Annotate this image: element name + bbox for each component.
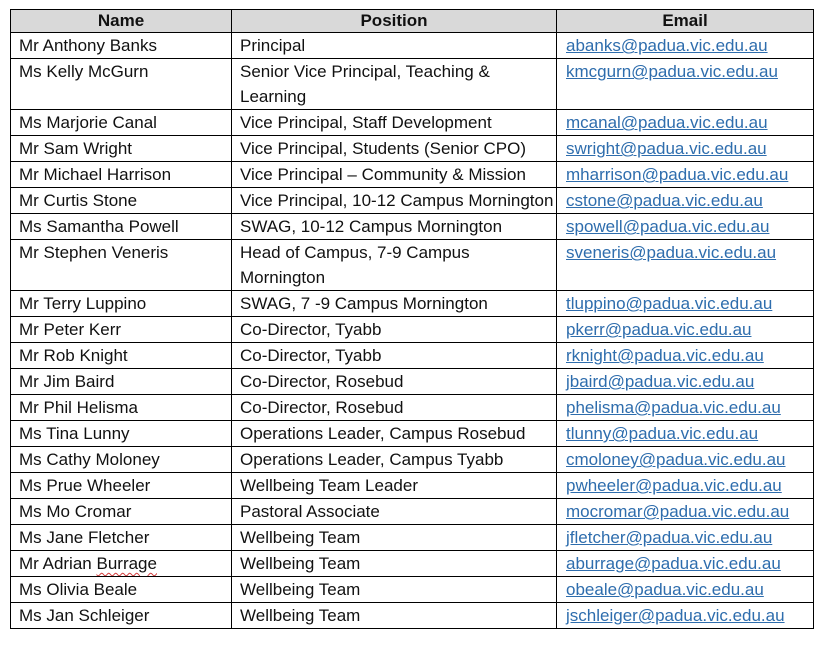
cell-email [557,421,814,447]
cell-position: SWAG, 10-12 Campus Mornington [232,214,557,240]
table-row [11,473,814,499]
cell-email [557,188,814,214]
table-row [11,395,814,421]
cell-name [11,136,232,162]
cell-email [557,110,814,136]
staff-name: Ms Cathy Moloney [19,450,160,469]
email-link[interactable]: jschleiger@padua.vic.edu.au [566,606,785,625]
table-row [11,447,814,473]
staff-name: Mr Sam Wright [19,139,133,158]
cell-position: Vice Principal, 10-12 Campus Mornington [232,188,557,214]
cell-position: Wellbeing Team Leader [232,473,557,499]
staff-name: Mr Rob Knight [19,346,128,365]
cell-email [557,214,814,240]
email-link[interactable]: jfletcher@padua.vic.edu.au [566,528,773,547]
table-row [11,603,814,629]
table-row [11,421,814,447]
cell-name [11,525,232,551]
staff-name: Mr Phil Helisma [19,398,139,417]
cell-position: Head of Campus, 7-9 Campus Mornington [232,240,557,291]
email-link[interactable]: pkerr@padua.vic.edu.au [566,320,752,339]
staff-name: Mr Adrian Burrage [19,554,157,573]
cell-email [557,240,814,291]
header-email: Email [557,10,814,33]
spellcheck-underline: Burrage [96,554,157,573]
email-link[interactable]: kmcgurn@padua.vic.edu.au [566,62,778,81]
cell-email [557,343,814,369]
cell-position: Pastoral Associate [232,499,557,525]
cell-name [11,162,232,188]
email-link[interactable]: mocromar@padua.vic.edu.au [566,502,790,521]
cell-name [11,577,232,603]
cell-email [557,59,814,110]
cell-email [557,317,814,343]
cell-name [11,240,232,291]
staff-name: Ms Kelly McGurn [19,62,149,81]
cell-name [11,499,232,525]
table-row [11,162,814,188]
cell-position: Vice Principal – Community & Mission [232,162,557,188]
cell-email [557,369,814,395]
staff-name: Ms Jane Fletcher [19,528,150,547]
table-row [11,317,814,343]
table-row [11,551,814,577]
staff-table [10,9,814,629]
cell-email [557,525,814,551]
staff-name: Ms Mo Cromar [19,502,132,521]
email-link[interactable]: mharrison@padua.vic.edu.au [566,165,789,184]
email-link[interactable]: rknight@padua.vic.edu.au [566,346,764,365]
email-link[interactable]: mcanal@padua.vic.edu.au [566,113,768,132]
table-body [11,33,814,629]
cell-email [557,551,814,577]
staff-name: Mr Stephen Veneris [19,243,169,262]
email-link[interactable]: aburrage@padua.vic.edu.au [566,554,781,573]
cell-name [11,33,232,59]
cell-email [557,162,814,188]
staff-name: Mr Michael Harrison [19,165,172,184]
cell-email [557,291,814,317]
cell-name [11,603,232,629]
cell-position: Wellbeing Team [232,577,557,603]
table-row [11,577,814,603]
table-row [11,499,814,525]
header-position: Position [232,10,557,33]
cell-position: Vice Principal, Staff Development [232,110,557,136]
cell-name [11,369,232,395]
cell-position: Operations Leader, Campus Rosebud [232,421,557,447]
cell-name [11,317,232,343]
table-row [11,59,814,110]
cell-position: Wellbeing Team [232,525,557,551]
table-row [11,525,814,551]
email-link[interactable]: cmoloney@padua.vic.edu.au [566,450,786,469]
cell-name [11,343,232,369]
cell-email [557,447,814,473]
cell-position: SWAG, 7 -9 Campus Mornington [232,291,557,317]
cell-position: Senior Vice Principal, Teaching & Learning [232,59,557,110]
cell-name [11,188,232,214]
table-row [11,136,814,162]
cell-position: Vice Principal, Students (Senior CPO) [232,136,557,162]
cell-name [11,447,232,473]
staff-name: Ms Olivia Beale [19,580,138,599]
email-link[interactable]: obeale@padua.vic.edu.au [566,580,764,599]
table-row [11,240,814,291]
cell-name [11,214,232,240]
email-link[interactable]: cstone@padua.vic.edu.au [566,191,763,210]
email-link[interactable]: sveneris@padua.vic.edu.au [566,243,777,262]
staff-name: Ms Prue Wheeler [19,476,151,495]
table-row [11,291,814,317]
table-row [11,188,814,214]
cell-email [557,499,814,525]
staff-name: Mr Curtis Stone [19,191,138,210]
email-link[interactable]: swright@padua.vic.edu.au [566,139,767,158]
cell-email [557,136,814,162]
table-row [11,110,814,136]
staff-name: Mr Jim Baird [19,372,115,391]
cell-name [11,59,232,110]
staff-name: Ms Jan Schleiger [19,606,150,625]
email-link[interactable]: jbaird@padua.vic.edu.au [566,372,755,391]
cell-name [11,421,232,447]
cell-position: Wellbeing Team [232,551,557,577]
cell-position: Co-Director, Tyabb [232,343,557,369]
staff-name: Ms Samantha Powell [19,217,179,236]
table-row [11,343,814,369]
email-link[interactable]: tlunny@padua.vic.edu.au [566,424,759,443]
header-name: Name [11,10,232,33]
cell-email [557,603,814,629]
cell-position: Co-Director, Tyabb [232,317,557,343]
cell-name [11,473,232,499]
table-row [11,33,814,59]
header-row [11,10,814,33]
cell-name [11,395,232,421]
email-link[interactable]: abanks@padua.vic.edu.au [566,36,768,55]
cell-email [557,33,814,59]
cell-position: Principal [232,33,557,59]
staff-name: Ms Marjorie Canal [19,113,157,132]
cell-name [11,110,232,136]
cell-name [11,291,232,317]
table-row [11,214,814,240]
staff-name: Mr Peter Kerr [19,320,122,339]
cell-position: Co-Director, Rosebud [232,395,557,421]
cell-name [11,551,232,577]
cell-email [557,395,814,421]
email-link[interactable]: spowell@padua.vic.edu.au [566,217,770,236]
email-link[interactable]: tluppino@padua.vic.edu.au [566,294,773,313]
cell-position: Wellbeing Team [232,603,557,629]
cell-position: Co-Director, Rosebud [232,369,557,395]
email-link[interactable]: phelisma@padua.vic.edu.au [566,398,781,417]
cell-position: Operations Leader, Campus Tyabb [232,447,557,473]
staff-name: Mr Terry Luppino [19,294,147,313]
staff-name: Ms Tina Lunny [19,424,130,443]
staff-directory [10,9,814,629]
cell-email [557,577,814,603]
email-link[interactable]: pwheeler@padua.vic.edu.au [566,476,782,495]
table-row [11,369,814,395]
staff-name: Mr Anthony Banks [19,36,157,55]
cell-email [557,473,814,499]
